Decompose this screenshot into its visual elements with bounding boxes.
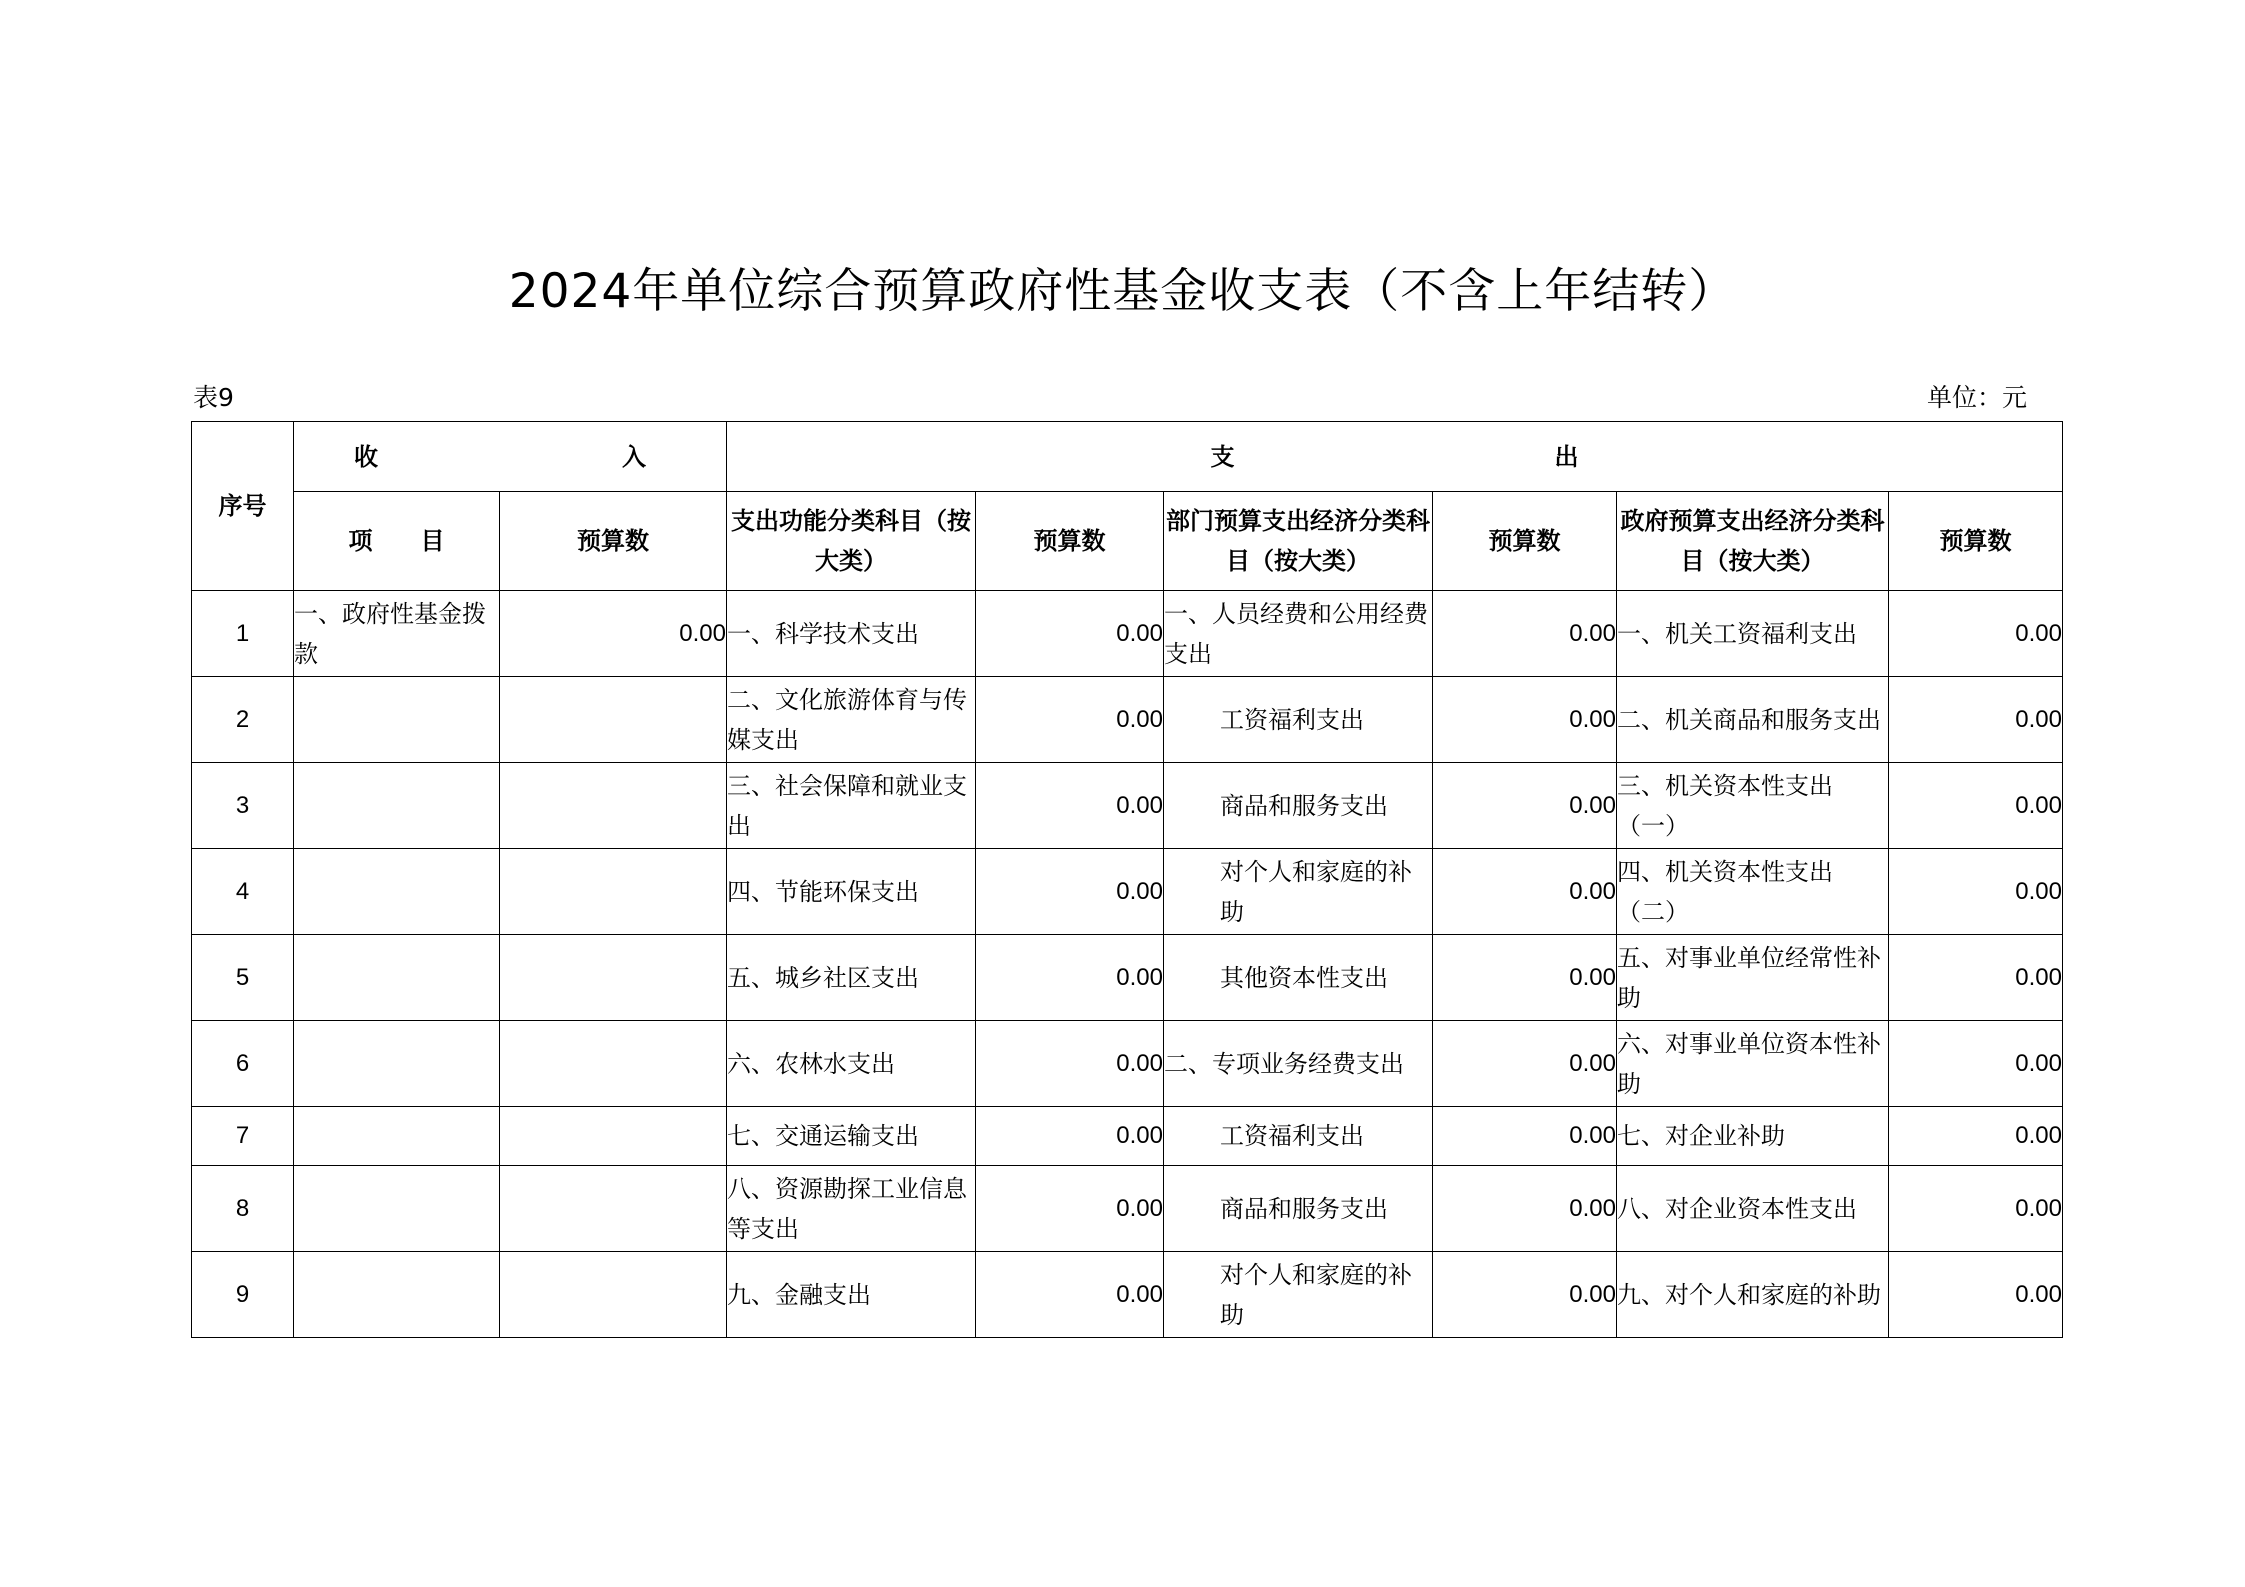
func-item: 七、交通运输支出 — [727, 1107, 976, 1166]
func-item: 三、社会保障和就业支出 — [727, 763, 976, 849]
row-seq: 5 — [192, 935, 294, 1021]
row-seq: 2 — [192, 677, 294, 763]
func-item: 四、节能环保支出 — [727, 849, 976, 935]
income-budget — [500, 1166, 727, 1252]
func-budget: 0.00 — [976, 849, 1164, 935]
dept-item: 一、人员经费和公用经费支出 — [1164, 591, 1433, 677]
dept-budget: 0.00 — [1433, 763, 1617, 849]
income-budget — [500, 935, 727, 1021]
gov-budget: 0.00 — [1889, 591, 2063, 677]
gov-budget: 0.00 — [1889, 763, 2063, 849]
dept-item: 工资福利支出 — [1164, 677, 1433, 763]
gov-item: 三、机关资本性支出（一） — [1617, 763, 1889, 849]
gov-item: 五、对事业单位经常性补助 — [1617, 935, 1889, 1021]
income-item — [294, 849, 500, 935]
table-row — [192, 1021, 2063, 1107]
gov-item: 二、机关商品和服务支出 — [1617, 677, 1889, 763]
header-expense-right: 出 — [1554, 442, 1579, 471]
func-budget: 0.00 — [976, 1166, 1164, 1252]
func-budget: 0.00 — [976, 677, 1164, 763]
budget-table — [191, 421, 2063, 1338]
header-dept-budget: 预算数 — [1433, 492, 1617, 591]
table-row — [192, 849, 2063, 935]
func-budget: 0.00 — [976, 935, 1164, 1021]
table-row — [192, 763, 2063, 849]
income-budget — [500, 1021, 727, 1107]
header-gov-budget: 预算数 — [1889, 492, 2063, 591]
func-budget: 0.00 — [976, 591, 1164, 677]
income-budget: 0.00 — [500, 591, 727, 677]
header-func-budget: 预算数 — [976, 492, 1164, 591]
gov-budget: 0.00 — [1889, 1107, 2063, 1166]
income-item — [294, 677, 500, 763]
func-item: 五、城乡社区支出 — [727, 935, 976, 1021]
dept-budget: 0.00 — [1433, 677, 1617, 763]
func-item: 六、农林水支出 — [727, 1021, 976, 1107]
gov-item: 九、对个人和家庭的补助 — [1617, 1252, 1889, 1338]
income-budget — [500, 1107, 727, 1166]
income-item — [294, 1166, 500, 1252]
gov-budget: 0.00 — [1889, 677, 2063, 763]
row-seq: 4 — [192, 849, 294, 935]
row-seq: 6 — [192, 1021, 294, 1107]
func-item: 八、资源勘探工业信息等支出 — [727, 1166, 976, 1252]
dept-item: 工资福利支出 — [1164, 1107, 1433, 1166]
gov-item: 八、对企业资本性支出 — [1617, 1166, 1889, 1252]
unit-label: 单位：元 — [1926, 383, 2027, 412]
gov-item: 一、机关工资福利支出 — [1617, 591, 1889, 677]
income-budget — [500, 677, 727, 763]
gov-budget: 0.00 — [1889, 1166, 2063, 1252]
table-row — [192, 677, 2063, 763]
income-budget — [500, 1252, 727, 1338]
func-budget: 0.00 — [976, 763, 1164, 849]
header-seq: 序号 — [192, 422, 294, 591]
table-row — [192, 591, 2063, 677]
dept-budget: 0.00 — [1433, 935, 1617, 1021]
header-item: 项 目 — [294, 492, 500, 591]
income-item — [294, 1107, 500, 1166]
income-item — [294, 763, 500, 849]
row-seq: 9 — [192, 1252, 294, 1338]
row-seq: 1 — [192, 591, 294, 677]
header-income — [294, 422, 727, 492]
func-item: 九、金融支出 — [727, 1252, 976, 1338]
header-income-left: 收 — [354, 442, 378, 471]
func-budget: 0.00 — [976, 1252, 1164, 1338]
income-item — [294, 1252, 500, 1338]
dept-item: 二、专项业务经费支出 — [1164, 1021, 1433, 1107]
table-row — [192, 1107, 2063, 1166]
income-budget — [500, 849, 727, 935]
func-item: 一、科学技术支出 — [727, 591, 976, 677]
income-item — [294, 1021, 500, 1107]
table-number: 表9 — [193, 383, 234, 412]
dept-budget: 0.00 — [1433, 1021, 1617, 1107]
income-budget — [500, 763, 727, 849]
func-budget: 0.00 — [976, 1107, 1164, 1166]
func-budget: 0.00 — [976, 1021, 1164, 1107]
table-row — [192, 1166, 2063, 1252]
header-func-class: 支出功能分类科目（按大类） — [727, 492, 976, 591]
gov-budget: 0.00 — [1889, 935, 2063, 1021]
income-item: 一、政府性基金拨款 — [294, 591, 500, 677]
income-item — [294, 935, 500, 1021]
header-dept-econ-class: 部门预算支出经济分类科目（按大类） — [1164, 492, 1433, 591]
header-expense — [727, 422, 2063, 492]
header-gov-econ-class: 政府预算支出经济分类科目（按大类） — [1617, 492, 1889, 591]
dept-budget: 0.00 — [1433, 1252, 1617, 1338]
table-row — [192, 935, 2063, 1021]
dept-item: 对个人和家庭的补助 — [1164, 1252, 1433, 1338]
dept-item: 商品和服务支出 — [1164, 1166, 1433, 1252]
gov-budget: 0.00 — [1889, 1252, 2063, 1338]
gov-item: 六、对事业单位资本性补助 — [1617, 1021, 1889, 1107]
func-item: 二、文化旅游体育与传媒支出 — [727, 677, 976, 763]
dept-budget: 0.00 — [1433, 591, 1617, 677]
row-seq: 3 — [192, 763, 294, 849]
dept-item: 对个人和家庭的补助 — [1164, 849, 1433, 935]
page-title: 2024年单位综合预算政府性基金收支表（不含上年结转） — [508, 264, 1737, 319]
dept-budget: 0.00 — [1433, 1107, 1617, 1166]
gov-item: 四、机关资本性支出（二） — [1617, 849, 1889, 935]
dept-budget: 0.00 — [1433, 849, 1617, 935]
gov-budget: 0.00 — [1889, 1021, 2063, 1107]
gov-budget: 0.00 — [1889, 849, 2063, 935]
dept-item: 其他资本性支出 — [1164, 935, 1433, 1021]
row-seq: 8 — [192, 1166, 294, 1252]
dept-item: 商品和服务支出 — [1164, 763, 1433, 849]
gov-item: 七、对企业补助 — [1617, 1107, 1889, 1166]
header-expense-left: 支 — [1210, 442, 1235, 471]
dept-budget: 0.00 — [1433, 1166, 1617, 1252]
header-income-budget: 预算数 — [500, 492, 727, 591]
header-income-right: 入 — [622, 442, 646, 471]
row-seq: 7 — [192, 1107, 294, 1166]
table-row — [192, 1252, 2063, 1338]
